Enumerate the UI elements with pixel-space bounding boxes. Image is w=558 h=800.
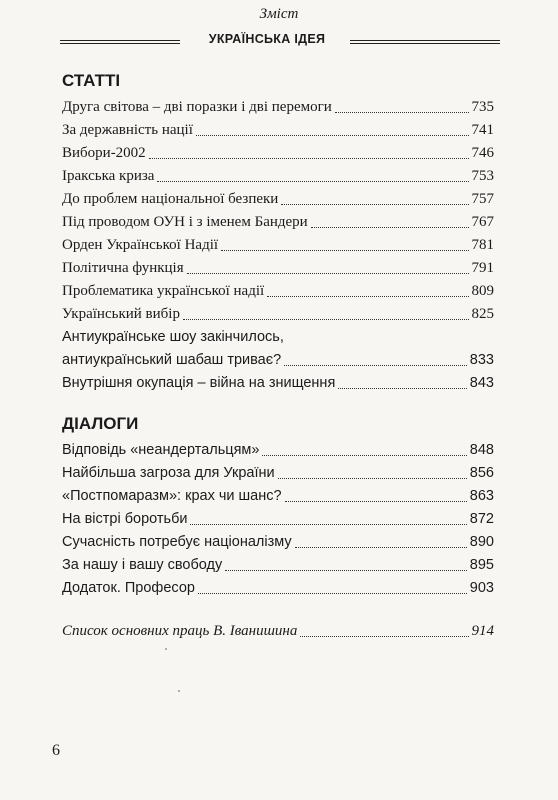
- toc-entry-title: На вістрі боротьби: [62, 511, 188, 527]
- running-header-rule: [60, 32, 500, 54]
- toc-entry-page: 767: [471, 214, 494, 230]
- toc-entry[interactable]: [62, 370, 494, 393]
- toc-entry-title: Внутрішня окупація – війна на знищення: [62, 375, 336, 391]
- toc-entry-title: До проблем національної безпеки: [62, 191, 279, 207]
- toc-entry[interactable]: [62, 186, 494, 209]
- leader-dots: [338, 388, 467, 389]
- section-title-dialogues: ДІАЛОГИ: [62, 414, 139, 433]
- paper-speck: [178, 690, 180, 692]
- leader-dots: [183, 319, 469, 320]
- toc-entry[interactable]: [62, 437, 494, 460]
- toc-entry-title: Український вибір: [62, 306, 180, 322]
- leader-dots: [187, 273, 469, 274]
- toc-entry[interactable]: [62, 529, 494, 552]
- toc-entry-title: За державність нації: [62, 122, 193, 138]
- leader-dots: [196, 135, 469, 136]
- toc-entry-page: 781: [471, 237, 494, 253]
- toc-entry-title: Вибори-2002: [62, 145, 146, 161]
- leader-dots: [311, 227, 469, 228]
- toc-entry-title: Друга світова – дві поразки і дві перемоги: [62, 99, 332, 115]
- leader-dots: [281, 204, 468, 205]
- toc-entry-page: 741: [471, 122, 494, 138]
- toc-entry-page: 809: [471, 283, 494, 299]
- leader-dots: [157, 181, 468, 182]
- toc-entry-title: Найбільша загроза для України: [62, 465, 275, 481]
- toc-entry-bibliography[interactable]: [62, 618, 494, 641]
- toc-entry[interactable]: [62, 483, 494, 506]
- toc-entry-page: 753: [471, 168, 494, 184]
- toc-entry-title: Під проводом ОУН і з іменем Бандери: [62, 214, 308, 230]
- header-rule-left: [60, 40, 180, 44]
- toc-entry[interactable]: [62, 163, 494, 186]
- toc-entry-title-line1: Антиукраїнське шоу закінчилось,: [62, 329, 284, 345]
- leader-dots: [285, 501, 467, 502]
- toc-entry-title: Відповідь «неандертальцям»: [62, 442, 260, 458]
- toc-entry[interactable]: [62, 324, 494, 370]
- section-title-articles: СТАТТІ: [62, 71, 121, 90]
- toc-entry[interactable]: [62, 232, 494, 255]
- toc-entry-page: 757: [471, 191, 494, 207]
- paper-speck: [165, 648, 167, 650]
- toc-entry-page: 856: [469, 465, 494, 481]
- toc-entry[interactable]: [62, 575, 494, 598]
- toc-entry-page: 914: [471, 623, 494, 639]
- toc-entry-page: 848: [469, 442, 494, 458]
- toc-entry-title: Орден Української Надії: [62, 237, 219, 253]
- leader-dots: [221, 250, 468, 251]
- toc-entry-page: 843: [469, 375, 494, 391]
- toc-entry-title-line2: антиукраїнський шабаш триває?: [62, 352, 282, 368]
- toc-entry-page: 825: [471, 306, 494, 322]
- toc-entry[interactable]: [62, 255, 494, 278]
- leader-dots: [198, 593, 467, 594]
- toc-entry[interactable]: [62, 209, 494, 232]
- toc-entry-title: Додаток. Професор: [62, 580, 195, 596]
- toc-entry[interactable]: [62, 460, 494, 483]
- toc-entry-page: 746: [471, 145, 494, 161]
- toc-entry[interactable]: [62, 117, 494, 140]
- leader-dots: [262, 455, 466, 456]
- toc-entry-title: За нашу і вашу свободу: [62, 557, 223, 573]
- toc-entry-page: 735: [471, 99, 494, 115]
- leader-dots: [300, 636, 468, 637]
- header-rule-right: [350, 40, 500, 44]
- toc-entry-title: Список основних праць В. Іванишина: [62, 623, 298, 639]
- page-number: 6: [52, 742, 60, 759]
- leader-dots: [278, 478, 467, 479]
- running-header-section: Зміст: [259, 6, 299, 22]
- toc-entry[interactable]: [62, 278, 494, 301]
- toc-entry[interactable]: [62, 506, 494, 529]
- toc-entry[interactable]: [62, 94, 494, 117]
- toc-entry[interactable]: [62, 301, 494, 324]
- leader-dots: [149, 158, 469, 159]
- toc-entry-title: «Постпомаразм»: крах чи шанс?: [62, 488, 282, 504]
- toc-entry-page: 903: [469, 580, 494, 596]
- toc-entry-page: 833: [469, 352, 494, 368]
- toc-entry[interactable]: [62, 140, 494, 163]
- toc-entry-title: Проблематика української надії: [62, 283, 265, 299]
- toc-entry-page: 872: [469, 511, 494, 527]
- running-header-book-title: УКРАЇНСЬКА ІДЕЯ: [208, 32, 326, 46]
- leader-dots: [225, 570, 467, 571]
- toc-entry-page: 791: [471, 260, 494, 276]
- leader-dots: [295, 547, 467, 548]
- leader-dots: [284, 365, 467, 366]
- leader-dots: [267, 296, 468, 297]
- toc-entry-title: Сучасність потребує націоналізму: [62, 534, 292, 550]
- leader-dots: [190, 524, 466, 525]
- toc-entry[interactable]: [62, 552, 494, 575]
- leader-dots: [335, 112, 469, 113]
- toc-entry-page: 890: [469, 534, 494, 550]
- table-of-contents: [62, 70, 494, 641]
- toc-entry-title: Іракська криза: [62, 168, 155, 184]
- toc-entry-page: 863: [469, 488, 494, 504]
- toc-entry-title: Політична функція: [62, 260, 184, 276]
- toc-entry-page: 895: [469, 557, 494, 573]
